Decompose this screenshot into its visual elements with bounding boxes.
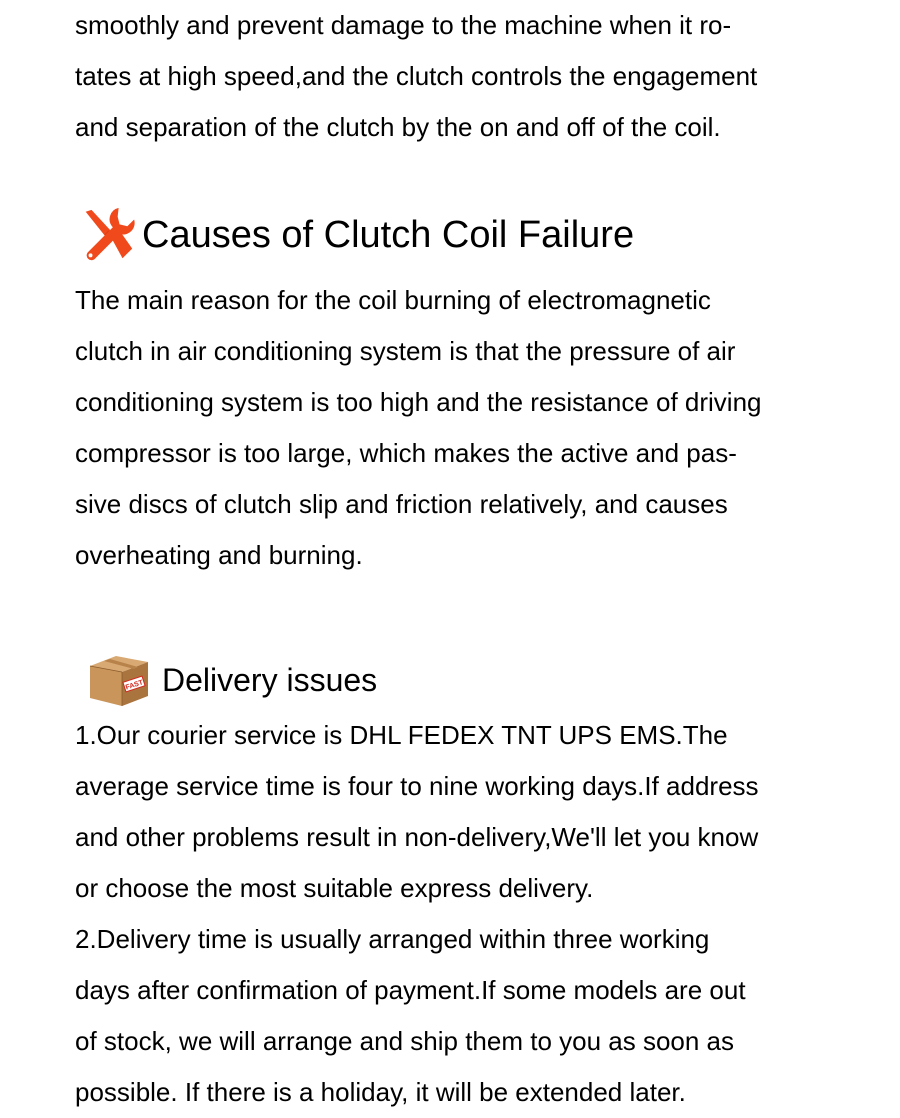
text-line: or choose the most suitable express delivery. — [75, 873, 594, 903]
delivery-heading-text: Delivery issues — [162, 661, 378, 698]
causes-heading — [76, 202, 634, 268]
text-line: smoothly and prevent damage to the machine when it ro- — [75, 10, 732, 40]
text-line: tates at high speed,and the clutch controls the engagement — [75, 61, 758, 91]
text-line: 1.Our courier service is DHL FEDEX TNT UPS EMS.The — [75, 720, 728, 750]
text-line: sive discs of clutch slip and friction relatively, and causes — [75, 489, 728, 519]
box-icon — [86, 652, 152, 708]
text-line: average service time is four to nine working days.If address — [75, 771, 759, 801]
text-line: conditioning system is too high and the resistance of driving — [75, 387, 762, 417]
causes-paragraph — [75, 275, 865, 581]
delivery-heading — [86, 650, 377, 710]
text-line: of stock, we will arrange and ship them to you as soon as — [75, 1026, 735, 1056]
delivery-paragraph — [75, 710, 865, 1118]
text-line: possible. If there is a holiday, it will be extended later. — [75, 1077, 686, 1107]
text-line: compressor is too large, which makes the active and pas- — [75, 438, 737, 468]
tools-icon — [76, 204, 138, 266]
box-stamp-label: FAST — [124, 679, 145, 692]
text-line: The main reason for the coil burning of electromagnetic — [75, 285, 711, 315]
intro-paragraph — [75, 0, 865, 153]
text-line: clutch in air conditioning system is that the pressure of air — [75, 336, 736, 366]
text-line: and separation of the clutch by the on and off of the coil. — [75, 112, 721, 142]
text-line: days after confirmation of payment.If some models are out — [75, 975, 746, 1005]
causes-heading-text: Causes of Clutch Coil Failure — [142, 213, 635, 256]
text-line: 2.Delivery time is usually arranged within three working — [75, 924, 710, 954]
text-line: and other problems result in non-delivery,We'll let you know — [75, 822, 759, 852]
text-line: overheating and burning. — [75, 540, 363, 570]
